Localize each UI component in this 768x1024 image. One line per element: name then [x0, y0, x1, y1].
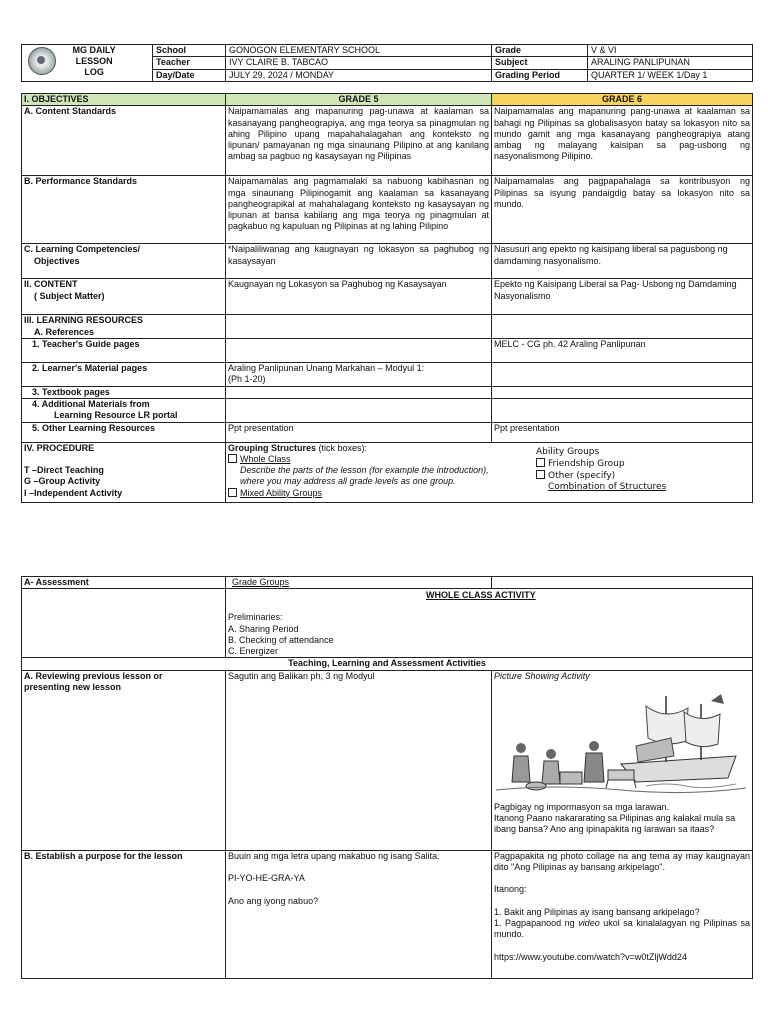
assessment-label: A- Assessment	[22, 577, 226, 589]
additional-materials-g6	[492, 399, 753, 423]
textbook-g6	[492, 386, 753, 398]
mixed-ability-checkbox[interactable]	[228, 488, 237, 497]
grade-value: V & VI	[588, 45, 753, 57]
grouping-structures: Grouping Structures (tick boxes): Whole Class Describe the parts of the lesson (for example the introduction), where you may address all grade levels as one group. Mixed Ability Groups Ability Groups Friendship Group Other (specify) Combination of Structures	[226, 442, 753, 502]
review-g5: Sagutin ang Balikan ph, 3 ng Modyul	[226, 670, 492, 850]
grade6-heading: GRADE 6	[492, 94, 753, 106]
activities-table	[21, 576, 753, 979]
references-g5	[226, 315, 492, 339]
additional-materials-label: 4. Additional Materials from Learning Resource LR portal	[22, 399, 226, 423]
purpose-g6: Pagpapakita ng photo collage na ang tema ay may kaugnayan dito "Ang Pilipinas ay bansang arkipelago". Itanong: 1. Bakit ang Pilipinas ay isang bansang arkipelago? 1. Pagpapanood ng video ukol sa kinalalagyan ng Pilipinas sa mundo. https://www.youtube.com/watch?v=w0tZljWdd24	[492, 850, 753, 978]
competencies-g6: Nasusuri ang epekto ng kaisipang liberal sa pagusbong ng damdaming nasyonalismo.	[492, 244, 753, 279]
school-label: School	[153, 45, 226, 57]
video-link[interactable]: https://www.youtube.com/watch?v=w0tZljWdd24	[494, 951, 687, 962]
review-label: A. Reviewing previous lesson or presenting new lesson	[22, 670, 226, 850]
content-standards-g5: Naipamamalas ang mapanuring pag-unawa at kaalaman sa kasanayang pangheograpiya, ang mga teorya sa pinagmulan ng ahing Pilipino upang mapahahalagahan ang konteksto ng lipunan/ pamayanan ng mga sinaunang Pilipino at ang kanilang ambag sa pagbuo ng kasaysayan ng Pilipinas	[226, 106, 492, 176]
performance-standards-g5: Naipamamalas ang pagmamalaki sa nabuong kabihasnan ng mga sinaunang Pilipinogamit ang kaalaman sa kasanayang pangheograpikal at mahahalagang konteksto ng kasaysayan ng lipunan at bansa kabilang ang mga teorya ng pinagmulan at pagkabuo ng kapuluan ng Pilipinas at ng lahing Pilipino	[226, 176, 492, 244]
friendship-label: Friendship Group	[548, 458, 625, 469]
purpose-label: B. Establish a purpose for the lesson	[22, 850, 226, 978]
review-g6	[492, 670, 753, 850]
ship-illustration	[496, 686, 746, 796]
teachers-guide-g5	[226, 338, 492, 362]
whole-class-left	[22, 589, 226, 658]
whole-class-checkbox[interactable]	[228, 454, 237, 463]
deped-seal-icon	[28, 47, 56, 75]
subject-label: Subject	[492, 57, 588, 69]
grade-label: Grade	[492, 45, 588, 57]
daydate-label: Day/Date	[153, 69, 226, 81]
school-value: GONOGON ELEMENTARY SCHOOL	[226, 45, 492, 57]
learners-material-g5: Araling Panlipunan Unang Markahan – Modyul 1: (Ph 1-20)	[226, 362, 492, 386]
whole-class-activity-heading: WHOLE CLASS ACTIVITY	[426, 590, 536, 601]
other-resources-g5: Ppt presentation	[226, 422, 492, 442]
performance-standards-label: B. Performance Standards	[22, 176, 226, 244]
textbook-label: 3. Textbook pages	[22, 386, 226, 398]
competencies-label: C. Learning Competencies/ Objectives	[22, 244, 226, 279]
tla-heading: Teaching, Learning and Assessment Activities	[22, 658, 753, 670]
textbook-g5	[226, 386, 492, 398]
dll-title-cell	[22, 45, 153, 82]
whole-class-label: Whole Class	[240, 453, 291, 464]
content-g6: Epekto ng Kaisipang Liberal sa Pag- Usbong ng Damdaming Nasyonalismo	[492, 279, 753, 315]
prelim-item: A. Sharing Period	[228, 623, 299, 634]
whole-class-activity-cell	[226, 589, 753, 658]
other-resources-g6: Ppt presentation	[492, 422, 753, 442]
preliminaries-label: Preliminaries:	[228, 612, 283, 623]
performance-standards-g6: Naipamamalas ang pagpapahalaga sa kontribusyon ng Pilipinas sa isyung pandaigdig batay sa lokasyon nito sa mundo.	[492, 176, 753, 244]
review-g6-line: Pagbigay ng impormasyon sa mga larawan.	[494, 801, 670, 812]
prelim-item: C. Energizer	[228, 646, 279, 656]
header-table	[21, 44, 753, 82]
content-g5: Kaugnayan ng Lokasyon sa Paghubog ng Kasaysayan	[226, 279, 492, 315]
teachers-guide-label: 1. Teacher's Guide pages	[22, 338, 226, 362]
grading-period-label: Grading Period	[492, 69, 588, 81]
teachers-guide-g6: MELC - CG ph. 42 Araling Panlipunan	[492, 338, 753, 362]
daydate-value: JULY 29, 2024 / MONDAY	[226, 69, 492, 81]
other-label: Other (specify)	[548, 471, 616, 481]
objectives-table	[21, 93, 753, 503]
review-g6-line: Itanong Paano nakararating sa Pilipinas ang kalakal mula sa ibang bansa? Ano ang ipinapakita ng larawan sa itaas?	[494, 813, 736, 835]
grade5-heading: GRADE 5	[226, 94, 492, 106]
prelim-item: B. Checking of attendance	[228, 634, 334, 645]
subject-value: ARALING PANLIPUNAN	[588, 57, 753, 69]
learners-material-g6	[492, 362, 753, 386]
friendship-checkbox[interactable]	[536, 458, 545, 467]
references-g6	[492, 315, 753, 339]
competencies-g5: *Naipaliliwanag ang kaugnayan ng lokasyon sa paghubog ng kasaysayan	[226, 244, 492, 279]
teacher-value: IVY CLAIRE B. TABCAO	[226, 57, 492, 69]
content-standards-label: A. Content Standards	[22, 106, 226, 176]
grading-period-value: QUARTER 1/ WEEK 1/Day 1	[588, 69, 753, 81]
dll-title: MG DAILY LESSON LOG	[72, 45, 116, 77]
additional-materials-g5	[226, 399, 492, 423]
grade-groups-cell: Grade Groups	[226, 577, 492, 589]
teacher-label: Teacher	[153, 57, 226, 69]
content-standards-g6: Naipamamalas ang mapanuring pang-unawa at kaalaman sa bahagi ng Pilipinas sa globalisasyon batay sa lokasyon nito sa mundo gamit ang mga kasanayang pangheograpiya atang ambag ng malayang kaisipan sa pag-usbong ng nasyonalismong Pilipino.	[492, 106, 753, 176]
other-resources-label: 5. Other Learning Resources	[22, 422, 226, 442]
procedure-label: IV. PROCEDURE T –Direct Teaching G –Group Activity I –Independent Activity	[22, 442, 226, 502]
content-label: II. CONTENT ( Subject Matter)	[22, 279, 226, 315]
combination-label: Combination of Structures	[548, 482, 667, 493]
ability-options	[536, 447, 666, 494]
mixed-ability-label: Mixed Ability Groups	[240, 487, 323, 498]
purpose-g5: Buuin ang mga letra upang makabuo ng isang Salita. PI-YO-HE-GRA-YA Ano ang iyong nabuo?	[226, 850, 492, 978]
objectives-heading: I. OBJECTIVES	[22, 94, 226, 106]
describe-line2: where you may address all grade levels as one group.	[240, 476, 456, 487]
picture-showing-title: Picture Showing Activity	[494, 670, 590, 681]
assessment-g6	[492, 577, 753, 589]
learning-resources-label: III. LEARNING RESOURCES A. References	[22, 315, 226, 339]
ability-groups-label: Ability Groups	[536, 446, 600, 457]
describe-line1: Describe the parts of the lesson (for example the introduction),	[240, 465, 489, 475]
other-checkbox[interactable]	[536, 470, 545, 479]
learners-material-label: 2. Learner's Material pages	[22, 362, 226, 386]
